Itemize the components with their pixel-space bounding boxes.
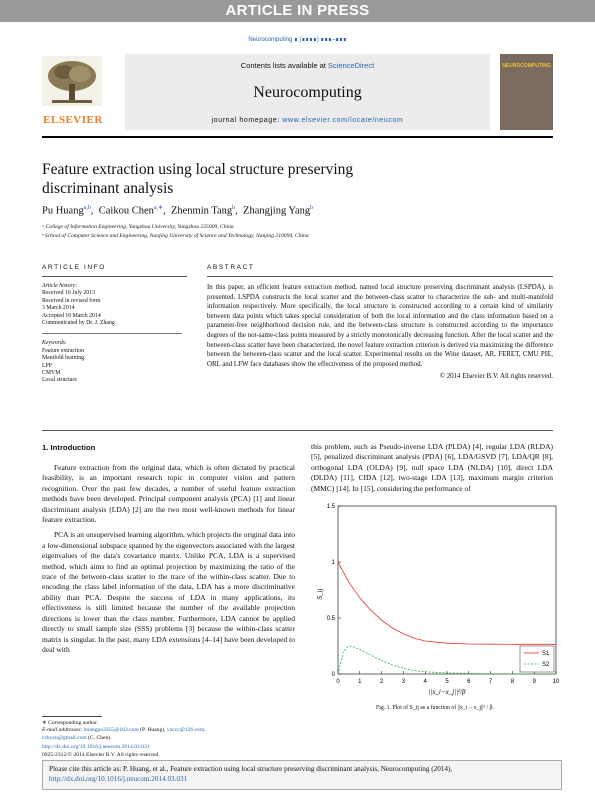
title-line-2: discriminant analysis (42, 180, 174, 197)
x-tick-label: 5 (445, 679, 449, 685)
homepage-link[interactable]: www.elsevier.com/locate/neucom (282, 117, 404, 124)
cover-title: NEUROCOMPUTING (502, 63, 551, 69)
y-axis-ticks (327, 504, 341, 678)
series-line-s1 (338, 562, 556, 644)
sciencedirect-link[interactable]: ScienceDirect (327, 61, 375, 70)
journal-reference[interactable]: Neurocomputing ∎ (∎∎∎∎) ∎∎∎–∎∎∎ (248, 37, 347, 43)
abstract-text: In this paper, an efficient feature extraction method, named local structure preserving discriminant analysis (LSPDA), is presented. LSPDA constructs the local scatter and the between-class scatter to characterize the sub- and multi-manifold information respectively. More specifically, the local structure is constructed according to a certain kind of similarity between data points which takes special consideration of both the local information and the class information based on a parameter-free neighborhood decision rule, and the between-class structure is constructed according to the importance degrees of the not-same-class points measured by a strictly monotonically decreasing function. After the local scatter and the between-class scatter have been characterized, the novel feature extraction criterion is derived via maximizing the difference between the between-class scatter and the local scatter. Experimental results on the Wine dataset, AR, FERET, CMU PIE, ORL and LFW face databases show the effectiveness of the proposed method. (207, 284, 553, 368)
article-info (42, 283, 182, 385)
author-name: Zhenmin Tang (170, 205, 233, 217)
info-rule (42, 276, 187, 277)
author-name: Caikou Chen (98, 205, 154, 217)
right-column (311, 442, 553, 494)
author-affiliation-mark[interactable]: b (232, 205, 236, 211)
x-axis-label: ||x_i−x_j||²/β (428, 688, 466, 696)
author-affiliation-mark[interactable]: a,∗ (153, 205, 164, 211)
elsevier-tree-logo (42, 56, 102, 106)
footnote-rule (42, 716, 102, 717)
abstract-bottom-rule (42, 430, 553, 431)
legend (520, 646, 554, 672)
email-link[interactable]: cckyzu@gmail.com (42, 734, 87, 741)
x-tick-label: 2 (379, 679, 384, 685)
intro-paragraph-3: this problem, such as Pseudo-inverse LDA (PLDA) [4], regular LDA (RLDA) [5], penalized discriminant analysis (PDA) [6], LDA/GSVD [7], LDA/QR [8], orthogonal LDA (OLDA) [9], null space LDA (NLDA) [10], direct LDA (DLDA) [11], CIDA [12], two-stage LDA [13], maximum margin criterion (MMC) [14]. In [15], considering the performance of (311, 442, 553, 493)
doi-block (42, 744, 292, 759)
citation-box (42, 760, 562, 790)
article-in-press-banner: ARTICLE IN PRESS (0, 0, 595, 22)
x-axis-ticks (336, 671, 560, 685)
history-item: Received 16 July 2013 (42, 290, 95, 297)
x-tick-label: 7 (488, 679, 493, 685)
keyword: Feature extraction (42, 347, 85, 354)
history-item: Communicated by Dr. J. Zhang (42, 320, 115, 327)
x-tick-label: 8 (510, 679, 515, 685)
y-tick-label: 1 (331, 560, 335, 566)
y-axis-label: S_ij (316, 588, 324, 600)
abstract-copyright: © 2014 Elsevier B.V. All rights reserved. (439, 373, 553, 381)
affiliation-b: ᵇ School of Computer Science and Engineering, Nanjing University of Science and Technology, Nanjing 210094, China (42, 233, 309, 239)
email-owner: (C. Chen). (86, 734, 112, 741)
author-affiliation-mark[interactable]: a,b (83, 205, 91, 211)
history-label: Article history: (42, 283, 78, 289)
x-tick-label: 1 (358, 679, 362, 685)
figure-caption: Fig. 1. Plot of S_ij as a function of ||x_i − x_j||² / β. (376, 705, 494, 711)
email-link[interactable]: yzccc@126.com (166, 727, 205, 734)
intro-paragraph-2: PCA is an unsupervised learning algorithm, which projects the original data into a low-dimensional subspace spanned by the eigenvectors associated with the largest eigenvalues of the data's covariance matrix. Unlike PCA, LDA is a supervised method, which aims to find an optimal projection by maximizing the ratio of the trace of the between-class scatter to the trace of the within-class scatter. Due to encoding the class label information of the data, LDA has a more discriminative ability than PCA. Despite the success of LDA in many applications, its effectiveness is still limited because the number of the available projection directions is lower than the class number. Furthermore, LDA cannot be applied directly to small sample size (SSS) problems [3] because the within-class scatter matrix is singular. In the past, many LDA extensions [4–14] have been developed to deal with (42, 530, 295, 654)
legend-label-s2: S2 (542, 662, 550, 668)
x-tick-label: 4 (423, 679, 427, 685)
author-affiliation-mark[interactable]: b (310, 205, 314, 211)
section-heading: 1. Introduction (42, 443, 96, 452)
history-item: Accepted 10 March 2014 (42, 312, 101, 319)
corresponding-author-note: ∗ Corresponding author. (42, 719, 99, 726)
figure-1-chart (312, 500, 562, 705)
keyword: Local structure (42, 377, 77, 384)
affiliation-a: ᵃ College of Information Engineering, Yangzhou University, Yangzhou 225009, China (42, 224, 234, 230)
contents-prefix: Contents lists available at (240, 61, 328, 70)
doi-link[interactable]: http://dx.doi.org/10.1016/j.neucom.2014.03.031 (42, 744, 150, 750)
y-tick-label: 0.5 (326, 616, 335, 622)
emails-label: E-mail addresses: (42, 727, 84, 734)
abstract-rule (207, 276, 553, 277)
history-item: Received in revised form (42, 297, 101, 304)
article-title (42, 160, 542, 198)
email-owner: (P. Huang), (138, 727, 167, 734)
x-tick-label: 3 (401, 679, 406, 685)
email-separator: , (204, 727, 206, 734)
title-line-1: Feature extraction using local structure preserving (42, 161, 354, 178)
header-rule (42, 136, 553, 138)
abstract-body (207, 283, 553, 382)
publisher-name: ELSEVIER (43, 114, 103, 126)
y-tick-label: 1.5 (326, 504, 335, 510)
article-info-heading: ARTICLE INFO (42, 264, 106, 271)
footnote (42, 716, 292, 742)
x-tick-label: 6 (467, 679, 471, 685)
author-list: Pu Huang$^{a,b}$, Caikou Chen$^{a,∗}$, Zhenmin Tang$^b$, Zhangjing Yang$^b$ (42, 205, 314, 217)
keyword: CMVM (42, 370, 61, 377)
homepage-prefix: journal homepage: (211, 117, 283, 124)
author-name: Zhangjing Yang (243, 205, 311, 217)
intro-paragraph-1: Feature extraction from the original data, which is often dictated by practical feasibility, is an important research topic in computer vision and pattern recognition. Over the past few decades, a number of useful feature extraction methods have been developed. Principal component analysis (PCA) [1] and linear discriminant analysis (LDA) [2] are the two most well-known methods for linear feature extraction. (42, 463, 295, 525)
history-item: 3 March 2014 (42, 305, 75, 312)
citation-text: Please cite this article as: P. Huang, et al., Feature extraction using local structure preserving discriminant analysis, Neurocomputing (2014), (49, 765, 453, 773)
issn-line: 0925-2312/© 2014 Elsevier B.V. All rights reserved. (42, 751, 160, 758)
left-column (42, 463, 295, 655)
legend-label-s1: S1 (542, 651, 550, 657)
x-tick-label: 0 (336, 679, 340, 685)
journal-homepage (125, 117, 490, 124)
email-link[interactable]: huangpu3355@163.com (83, 727, 139, 734)
y-tick-label: 0 (331, 672, 335, 678)
x-tick-label: 10 (552, 679, 560, 685)
keywords-label: Keywords: (42, 340, 67, 347)
abstract-heading: ABSTRACT (207, 264, 255, 271)
x-tick-label: 9 (532, 679, 536, 685)
keyword: Manifold learning (42, 355, 85, 362)
info-divider (42, 333, 182, 334)
citation-doi-link[interactable]: http://dx.doi.org/10.1016/j.neucom.2014.03.031 (49, 775, 188, 783)
contents-line (125, 61, 490, 70)
keyword: LPP (42, 362, 52, 369)
author-name: Pu Huang (42, 205, 84, 217)
journal-name: Neurocomputing (253, 84, 362, 101)
